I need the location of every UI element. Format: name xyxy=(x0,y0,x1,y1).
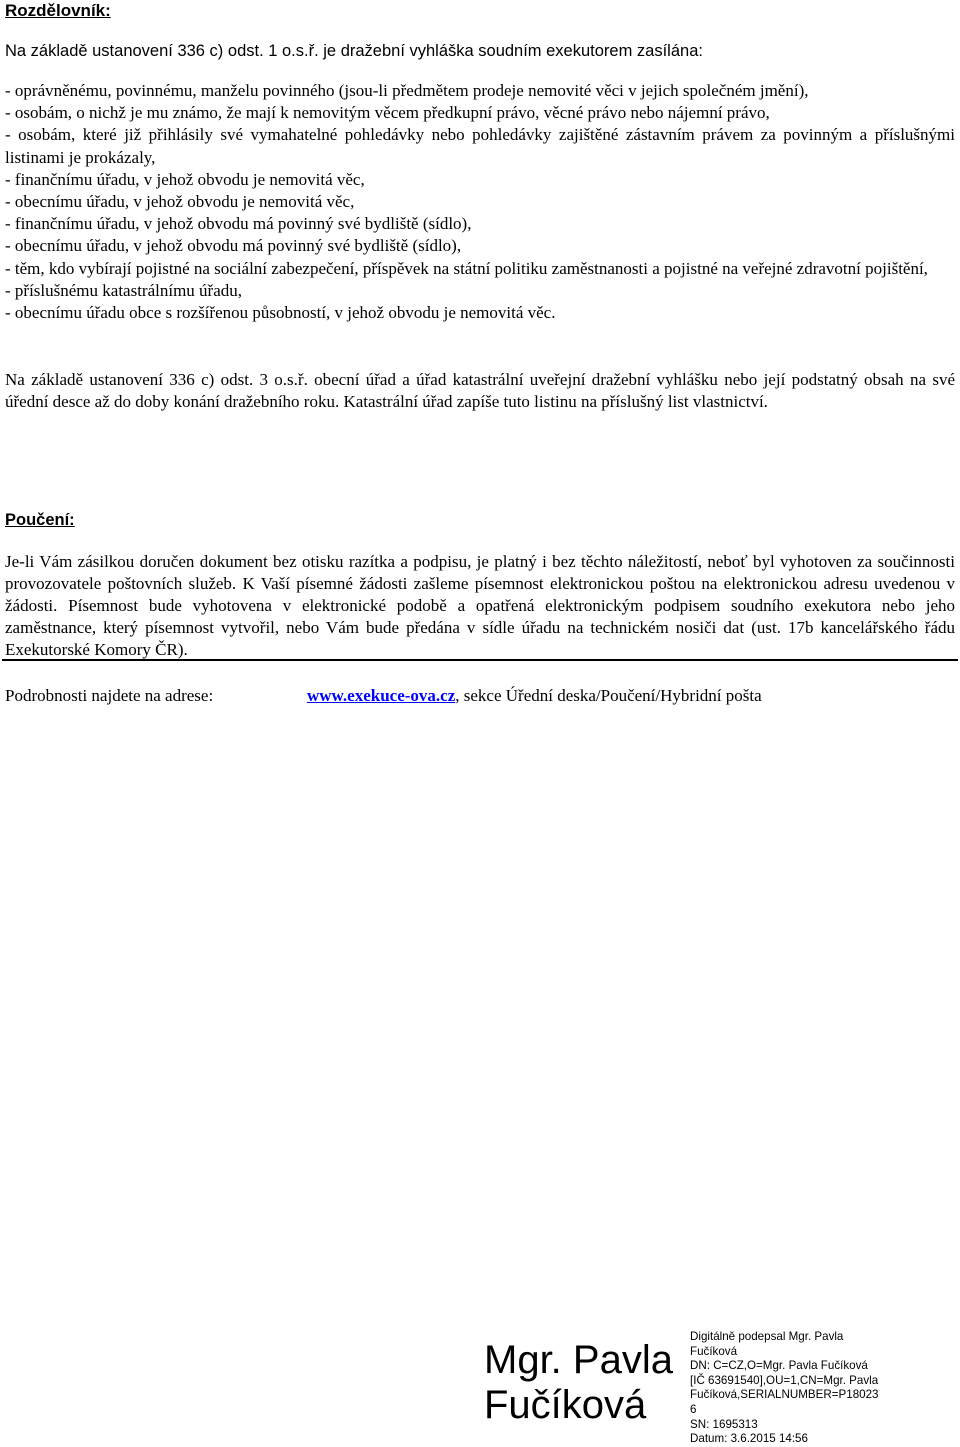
list-item: - obecnímu úřadu, v jehož obvodu má povinný své bydliště (sídlo), xyxy=(5,236,462,256)
signature-name-line2: Fučíková xyxy=(484,1383,647,1427)
signature-details xyxy=(690,1330,955,1447)
list-item: - osobám, které již přihlásily své vymahatelné pohledávky nebo pohledávky zajištěné zástavním právem za povinným a příslušnými listinami je prokázaly, xyxy=(5,125,955,167)
list-item: - finančnímu úřadu, v jehož obvodu je nemovitá věc, xyxy=(5,169,365,189)
recipient-list xyxy=(5,80,955,324)
signature-detail-line: Digitálně podepsal Mgr. Pavla xyxy=(690,1330,844,1343)
signature-name xyxy=(484,1338,684,1428)
instruction-text: Je-li Vám zásilkou doručen dokument bez otisku razítka a podpisu, je platný i bez těchto náležitostí, neboť byl vyhotoven za součinnosti provozovatele poštovních služeb. K Vaší písemné žádosti zašleme písemnost elektronickou poštou na elektronickou adresu uvedenou v žádosti. Písemnost bude vyhotovena v elektronické podobě a opatřená elektronickým podpisem soudního exekutora nebo jeho zaměstnance, který písemnost vytvořil, nebo Vám bude předána v sídle úřadu na technickém nosiči dat (ust. 17b kancelářského řádu Exekutorské Komory ČR). xyxy=(5,552,955,659)
list-item: - těm, kdo vybírají pojistné na sociální zabezpečení, příspěvek na státní politiku zaměstnanosti a pojistné na veřejné zdravotní pojištění, xyxy=(5,258,928,278)
distribution-intro: Na základě ustanovení 336 c) odst. 1 o.s.ř. je dražební vyhláška soudním exekutorem zasílána: xyxy=(5,42,703,60)
list-item: - osobám, o nichž je mu známo, že mají k nemovitým věcem předkupní právo, věcné právo nebo nájemní právo, xyxy=(5,103,770,123)
distribution-title: Rozdělovník: xyxy=(5,1,111,20)
signature-detail-line: Fučíková xyxy=(690,1344,738,1358)
signature-name-line1: Mgr. Pavla xyxy=(484,1338,673,1382)
list-item: - finančnímu úřadu, v jehož obvodu má povinný své bydliště (sídlo), xyxy=(5,214,472,234)
details-suffix: , sekce Úřední deska/Poučení/Hybridní pošta xyxy=(455,686,762,705)
signature-detail-line: DN: C=CZ,O=Mgr. Pavla Fučíková xyxy=(690,1359,868,1373)
list-item: - obecnímu úřadu obce s rozšířenou působností, v jehož obvodu je nemovitá věc. xyxy=(5,303,556,323)
list-item: - oprávněnému, povinnému, manželu povinného (jsou-li předmětem prodeje nemovité věci v jejich společném jmění), xyxy=(5,81,809,100)
instruction-title: Poučení: xyxy=(5,511,75,529)
divider xyxy=(2,659,958,661)
signature-detail-line: Fučíková,SERIALNUMBER=P18023 xyxy=(690,1388,879,1402)
list-item: - příslušnému katastrálnímu úřadu, xyxy=(5,280,243,300)
notice-paragraph: Na základě ustanovení 336 c) odst. 3 o.s.ř. obecní úřad a úřad katastrální uveřejní dražební vyhlášku nebo její podstatný obsah na své úřední desce až do doby konání dražebního roku. Katastrální úřad zapíše tuto listinu na příslušný list vlastnictví. xyxy=(5,370,955,411)
signature-detail-line: 6 xyxy=(690,1402,697,1416)
list-item: - obecnímu úřadu, v jehož obvodu je nemovitá věc, xyxy=(5,192,355,212)
details-line xyxy=(307,685,762,707)
signature-detail-line: Datum: 3.6.2015 14:56 xyxy=(690,1432,808,1446)
details-label: Podrobnosti najdete na adrese: xyxy=(5,686,214,705)
signature-detail-line: SN: 1695313 xyxy=(690,1417,758,1431)
website-link[interactable]: www.exekuce-ova.cz xyxy=(307,686,456,705)
signature-detail-line: [IČ 63691540],OU=1,CN=Mgr. Pavla xyxy=(690,1373,879,1387)
